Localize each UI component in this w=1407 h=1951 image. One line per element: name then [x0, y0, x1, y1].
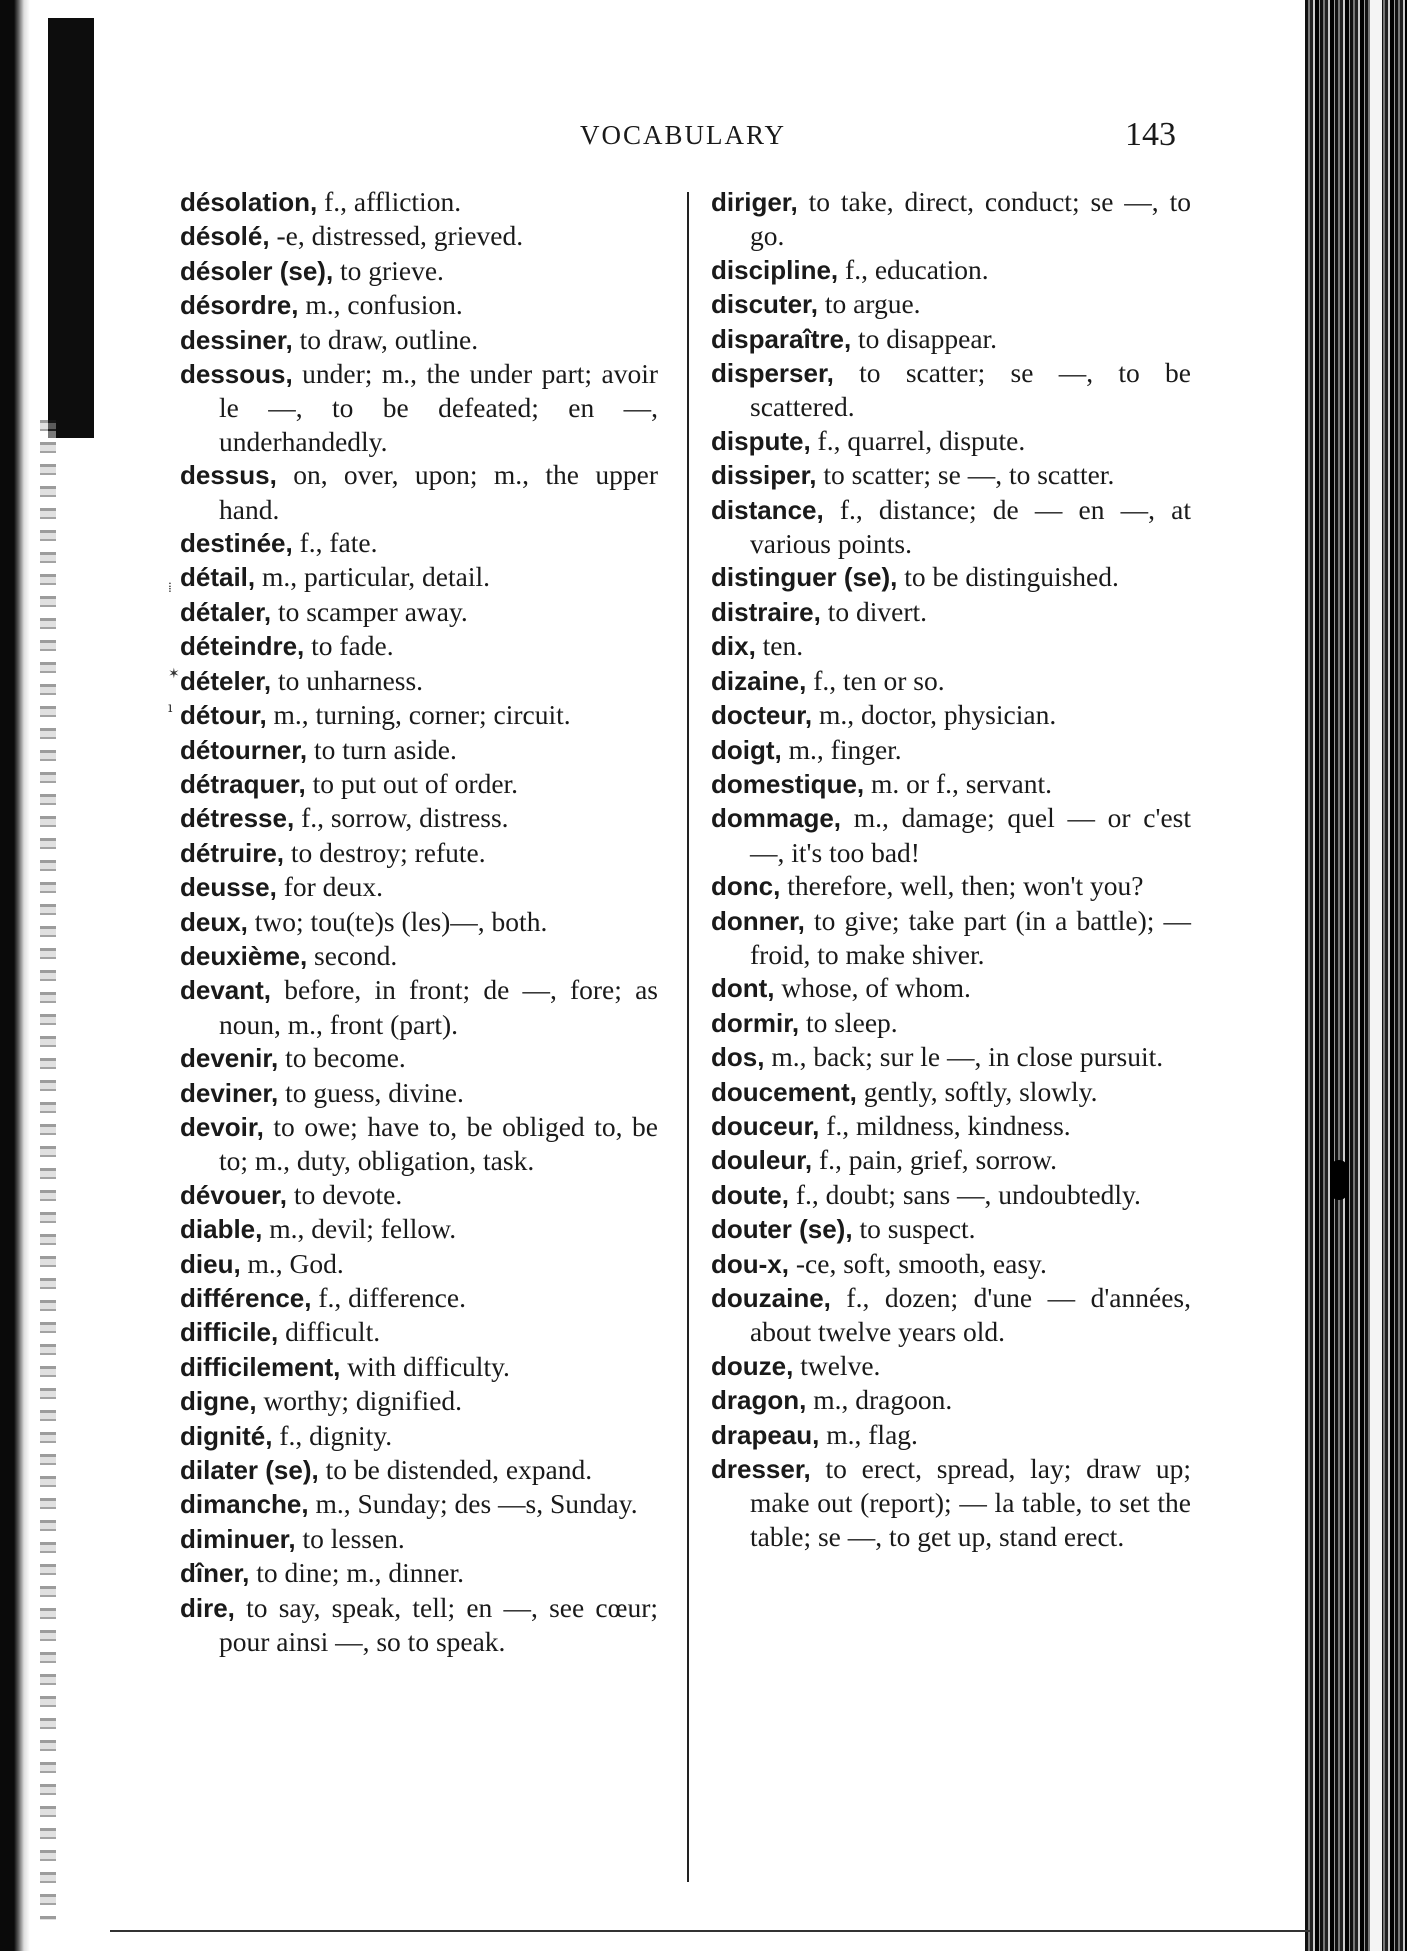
vocab-entry [180, 733, 658, 767]
headword: drapeau, [711, 1419, 820, 1450]
vocab-entry [711, 458, 1191, 492]
vocab-entry [180, 1487, 658, 1521]
definition: m., particular, detail. [255, 561, 490, 593]
headword: diriger, [711, 187, 798, 217]
definition: f., mildness, kindness. [819, 1109, 1071, 1141]
definition: to sleep. [799, 1006, 898, 1038]
headword: détresse, [180, 803, 295, 834]
vocab-entry [711, 424, 1191, 458]
vocab-entry [711, 356, 1191, 424]
headword: dîner, [180, 1558, 250, 1589]
headword: désolé, [180, 221, 270, 252]
headword: détour, [180, 700, 267, 731]
definition: to scamper away. [271, 595, 468, 627]
headword: détourner, [180, 734, 308, 765]
vocab-entry [180, 1041, 658, 1075]
definition: to argue. [817, 288, 921, 320]
definition: to give; take part (in a battle); — froid, to make shiver. [750, 904, 1191, 970]
definition: to dine; m., dinner. [249, 1557, 464, 1589]
vocab-entry [180, 1076, 658, 1110]
definition: f., education. [838, 253, 989, 285]
headword: destinée, [180, 528, 293, 559]
headword: dimanche, [180, 1489, 309, 1520]
vocab-entry [711, 1349, 1191, 1383]
headword: dessiner, [180, 324, 293, 355]
headword: dévouer, [180, 1179, 287, 1210]
vocab-entry [180, 526, 658, 560]
definition: to owe; have to, be obliged to, be to; m., duty, obligation, task. [219, 1110, 658, 1177]
definition: m., confusion. [298, 289, 463, 321]
vocab-entry [180, 560, 658, 594]
headword: deuxième, [180, 940, 308, 971]
definition: to guess, divine. [278, 1076, 464, 1108]
vocab-entry [711, 185, 1191, 253]
vocab-entry [711, 287, 1191, 321]
headword: deusse, [180, 872, 277, 903]
headword: diminuer, [180, 1523, 296, 1554]
vocab-entry [711, 1075, 1191, 1109]
vocab-entry [180, 698, 658, 732]
headword: dos, [711, 1042, 765, 1073]
headword: donner, [711, 905, 805, 936]
definition: f., quarrel, dispute. [810, 424, 1026, 456]
headword: distraire, [711, 596, 821, 627]
vocab-entry [180, 1384, 658, 1418]
headword: douzaine, [711, 1283, 831, 1313]
vocab-entry [711, 1040, 1191, 1074]
headword: distance, [711, 494, 824, 525]
headword: dont, [711, 973, 775, 1004]
definition: worthy; dignified. [256, 1385, 463, 1417]
definition: m., finger. [781, 733, 902, 765]
vocab-entry [711, 493, 1191, 561]
definition: -e, distressed, grieved. [269, 220, 524, 252]
scan-margin-texture [40, 420, 56, 1920]
definition: f., pain, grief, sorrow. [812, 1144, 1058, 1176]
vocab-entry [180, 1315, 658, 1349]
margin-tick: ✶ [168, 666, 180, 682]
definition: to disappear. [851, 322, 998, 354]
headword: douze, [711, 1350, 794, 1381]
headword: dilater (se), [180, 1455, 319, 1486]
definition: to be distinguished. [897, 561, 1119, 593]
vocab-entry [711, 801, 1191, 869]
definition: to devote. [286, 1178, 403, 1210]
vocab-entry [180, 219, 658, 253]
headword: douter (se), [711, 1214, 853, 1245]
vocab-entry [711, 629, 1191, 663]
definition: to grieve. [333, 254, 444, 286]
vocab-entry [180, 870, 658, 904]
definition: to be distended, expand. [318, 1454, 593, 1486]
definition: to divert. [820, 595, 927, 627]
headword: distinguer (se), [711, 562, 898, 593]
definition: f., difference. [311, 1282, 466, 1313]
vocab-entry [180, 254, 658, 288]
definition: to lessen. [295, 1522, 405, 1554]
vocab-entry [711, 1247, 1191, 1281]
definition: m., back; sur le —, in close pursuit. [764, 1041, 1164, 1073]
vocab-entry [711, 1212, 1191, 1246]
definition: m., devil; fellow. [262, 1213, 457, 1245]
definition: f., fate. [292, 527, 378, 559]
vocab-entry [711, 664, 1191, 698]
definition: to scatter; se —, to be scattered. [750, 357, 1191, 423]
definition: to fade. [304, 630, 394, 662]
right-column [711, 185, 1191, 1553]
headword: dommage, [711, 803, 842, 834]
definition: to put out of order. [305, 767, 519, 799]
definition: second. [307, 939, 398, 971]
vocab-entry [180, 664, 658, 698]
page-edge-gap [1370, 0, 1382, 1951]
scan-margin-mark [48, 18, 94, 438]
vocab-entry [180, 629, 658, 663]
vocab-entry [180, 595, 658, 629]
headword: diable, [180, 1214, 263, 1245]
headword: dignité, [180, 1420, 273, 1451]
headword: devenir, [180, 1043, 279, 1074]
definition: to become. [278, 1042, 406, 1074]
vocab-entry [180, 767, 658, 801]
margin-tick: ⁞ [168, 580, 172, 596]
vocab-entry [711, 322, 1191, 356]
headword: dormir, [711, 1007, 800, 1038]
vocab-entry [711, 1109, 1191, 1143]
definition: m., God. [240, 1247, 344, 1279]
vocab-entry [711, 1281, 1191, 1349]
vocab-entry [711, 1006, 1191, 1040]
definition: before, in front; de —, fore; as noun, m., front (part). [219, 974, 658, 1040]
definition: ten. [755, 630, 804, 662]
definition: f., dozen; d'une — d'années, about twelve years old. [750, 1282, 1191, 1348]
vocab-entry [711, 1383, 1191, 1417]
headword: doigt, [711, 734, 782, 765]
headword: dessus, [180, 460, 277, 491]
vocab-entry [180, 1522, 658, 1556]
headword: difficilement, [180, 1351, 341, 1382]
definition: to draw, outline. [292, 323, 479, 355]
headword: douleur, [711, 1145, 813, 1176]
definition: to say, speak, tell; en —, see cœur; pour ainsi —, so to speak. [219, 1591, 658, 1658]
vocab-entry [711, 595, 1191, 629]
page-number: 143 [1125, 116, 1176, 153]
vocab-entry [180, 1556, 658, 1590]
headword: dragon, [711, 1385, 807, 1416]
definition: to suspect. [852, 1213, 976, 1245]
vocab-entry [180, 1453, 658, 1487]
definition: to scatter; se —, to scatter. [816, 459, 1115, 491]
headword: donc, [711, 871, 781, 902]
vocab-entry [711, 767, 1191, 801]
headword: devant, [180, 975, 272, 1006]
headword: disparaître, [711, 323, 852, 354]
definition: whose, of whom. [774, 972, 971, 1004]
headword: dire, [180, 1592, 235, 1623]
vocab-entry [180, 1247, 658, 1281]
headword: dessous, [180, 359, 293, 390]
definition: -ce, soft, smooth, easy. [789, 1247, 1047, 1279]
definition: f., doubt; sans —, undoubtedly. [789, 1178, 1141, 1210]
headword: difficile, [180, 1317, 279, 1348]
definition: two; tou(te)s (les)—, both. [247, 905, 548, 937]
headword: détruire, [180, 837, 285, 868]
definition: to turn aside. [307, 733, 457, 765]
definition: m. or f., servant. [864, 767, 1053, 799]
vocab-entry [711, 253, 1191, 287]
headword: dresser, [711, 1454, 811, 1485]
definition: m., flag. [819, 1418, 918, 1450]
headword: doucement, [711, 1076, 857, 1107]
vocab-entry [180, 1110, 658, 1178]
vocab-entry [711, 869, 1191, 903]
vocab-entry [711, 904, 1191, 972]
bottom-edge-line [110, 1930, 1310, 1932]
headword: discipline, [711, 254, 839, 285]
page-edge-shadow [1305, 0, 1407, 1951]
headword: docteur, [711, 700, 813, 731]
headword: détail, [180, 562, 256, 593]
definition: m., turning, corner; circuit. [266, 699, 571, 731]
headword: digne, [180, 1386, 257, 1417]
vocab-entry [180, 801, 658, 835]
headword: douceur, [711, 1110, 820, 1141]
definition: difficult. [278, 1316, 381, 1348]
headword: différence, [180, 1283, 312, 1313]
vocab-entry [180, 1178, 658, 1212]
vocab-entry [180, 1350, 658, 1384]
headword: désolation, [180, 187, 318, 217]
headword: devoir, [180, 1111, 264, 1142]
definition: f., sorrow, distress. [294, 802, 509, 834]
vocab-entry [180, 458, 658, 526]
definition: f., affliction. [317, 186, 462, 217]
headword: détraquer, [180, 768, 306, 799]
headword: disperser, [711, 358, 834, 389]
definition: m., dragoon. [806, 1384, 953, 1416]
vocab-entry [180, 288, 658, 322]
headword: désordre, [180, 290, 299, 321]
definition: to unharness. [271, 664, 424, 696]
definition: therefore, well, then; won't you? [780, 870, 1144, 902]
definition: f., ten or so. [806, 664, 945, 696]
vocab-entry [711, 698, 1191, 732]
definition: for deux. [276, 871, 383, 903]
definition: twelve. [793, 1349, 881, 1381]
vocab-entry [180, 1419, 658, 1453]
vocab-entry [180, 1212, 658, 1246]
vocab-entry [711, 1143, 1191, 1177]
headword: dizaine, [711, 665, 807, 696]
definition: to destroy; refute. [284, 836, 486, 868]
vocab-entry [180, 905, 658, 939]
vocab-entry [711, 1452, 1191, 1553]
headword: dou-x, [711, 1248, 789, 1279]
definition: m., doctor, physician. [812, 699, 1057, 731]
headword: dix, [711, 631, 756, 662]
vocab-entry [180, 836, 658, 870]
headword: dieu, [180, 1248, 241, 1279]
vocab-entry [711, 560, 1191, 594]
vocab-entry [711, 733, 1191, 767]
vocab-entry [180, 323, 658, 357]
headword: dispute, [711, 425, 811, 456]
definition: with difficulty. [340, 1350, 510, 1382]
headword: déteindre, [180, 631, 305, 662]
headword: doute, [711, 1179, 789, 1210]
definition: f., dignity. [272, 1419, 393, 1451]
vocab-entry [711, 1178, 1191, 1212]
headword: désoler (se), [180, 255, 334, 286]
definition: to take, direct, conduct; se —, to go. [750, 186, 1191, 252]
running-head [0, 116, 1407, 156]
headword: dételer, [180, 665, 272, 696]
vocab-entry [180, 357, 658, 458]
vocab-entry [180, 1281, 658, 1315]
headword: domestique, [711, 768, 865, 799]
definition: to erect, spread, lay; draw up; make out (report); — la table, to set the table; se —, to get up, stand erect. [750, 1453, 1191, 1552]
vocab-entry [180, 939, 658, 973]
definition: gently, softly, slowly. [856, 1075, 1098, 1107]
margin-tick: ı [168, 700, 173, 716]
definition: m., Sunday; des —s, Sunday. [308, 1488, 638, 1520]
vocab-entry [180, 973, 658, 1041]
definition: f., distance; de — en —, at various points. [750, 493, 1191, 560]
vocab-entry [180, 185, 658, 219]
headword: dissiper, [711, 460, 817, 491]
headword: discuter, [711, 289, 818, 320]
vocab-entry [711, 1418, 1191, 1452]
definition: on, over, upon; m., the upper hand. [219, 459, 658, 525]
vocab-entry [180, 1591, 658, 1659]
headword: deviner, [180, 1077, 279, 1108]
column-divider [687, 192, 689, 1882]
page-edge-mark [1330, 1160, 1348, 1200]
vocab-entry [711, 971, 1191, 1005]
definition: m., damage; quel — or c'est —, it's too bad! [750, 802, 1191, 868]
left-column [180, 185, 658, 1658]
running-title: VOCABULARY [580, 120, 787, 150]
headword: deux, [180, 906, 248, 937]
headword: détaler, [180, 596, 272, 627]
definition: under; m., the under part; avoir le —, to be defeated; en —, underhandedly. [219, 358, 658, 457]
